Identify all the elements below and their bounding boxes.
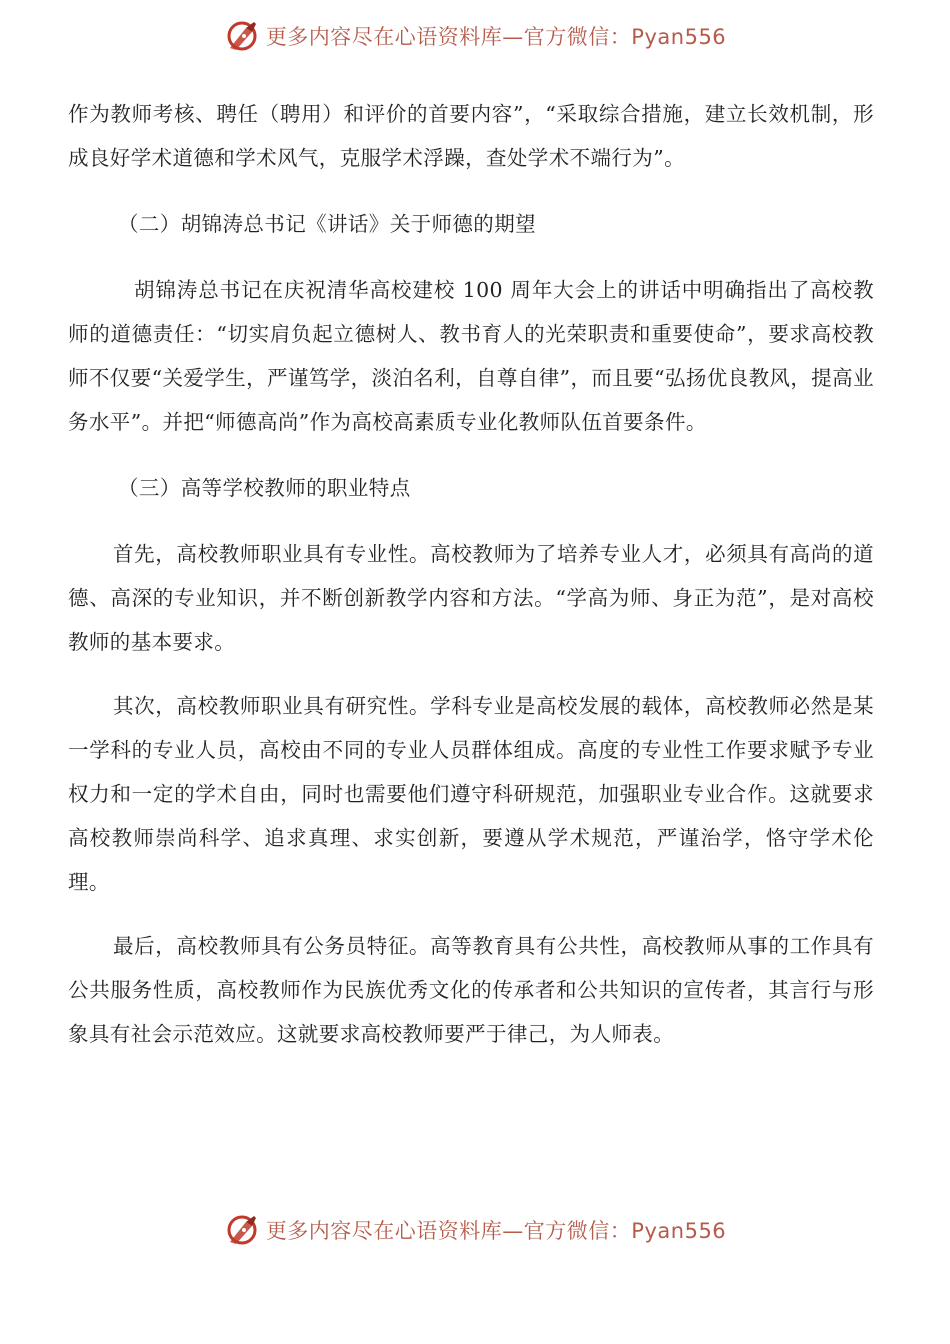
pen-nib-logo-icon xyxy=(224,1212,260,1248)
paragraph-3: 首先，高校教师职业具有专业性。高校教师为了培养专业人才，必须具有高尚的道德、高深的专业知识，并不断创新教学内容和方法。“学高为师、身正为范”，是对高校教师的基本要求。 xyxy=(68,542,874,654)
pen-nib-logo-icon xyxy=(224,18,260,54)
paragraph-5: 最后，高校教师具有公务员特征。高等教育具有公共性，高校教师从事的工作具有公共服务性质，高校教师作为民族优秀文化的传承者和公共知识的宣传者，其言行与形象具有社会示范效应。这就要求高校教师要严于律己，为人师表。 xyxy=(68,934,874,1046)
section-heading-2: （二）胡锦涛总书记《讲话》关于师德的期望 xyxy=(118,212,536,236)
paragraph-4: 其次，高校教师职业具有研究性。学科专业是高校发展的载体，高校教师必然是某一学科的专业人员，高校由不同的专业人员群体组成。高度的专业性工作要求赋予专业权力和一定的学术自由，同时也需要他们遵守科研规范，加强职业专业合作。这就要求高校教师崇尚科学、追求真理、求实创新，要遵从学术规范，严谨治学，恪守学术伦理。 xyxy=(68,694,874,894)
paragraph-2: 胡锦涛总书记在庆祝清华高校建校 100 周年大会上的讲话中明确指出了高校教师的道德责任：“切实肩负起立德树人、教书育人的光荣职责和重要使命”，要求高校教师不仅要“关爱学生，严谨笃学，淡泊名利，自尊自律”，而且要“弘扬优良教风，提高业务水平”。并把“师德高尚”作为高校高素质专业化教师队伍首要条件。 xyxy=(68,278,874,434)
header-banner xyxy=(0,16,950,56)
footer-banner-text: 更多内容尽在心语资料库—官方微信：Pyan556 xyxy=(265,1219,727,1243)
header-banner-text: 更多内容尽在心语资料库—官方微信：Pyan556 xyxy=(265,25,727,49)
intro-paragraph: 作为教师考核、聘任（聘用）和评价的首要内容”，“采取综合措施，建立长效机制，形成良好学术道德和学术风气，克服学术浮躁，查处学术不端行为”。 xyxy=(68,102,874,170)
footer-banner xyxy=(0,1210,950,1250)
section-heading-3: （三）高等学校教师的职业特点 xyxy=(118,476,411,500)
document-body xyxy=(68,92,874,1056)
